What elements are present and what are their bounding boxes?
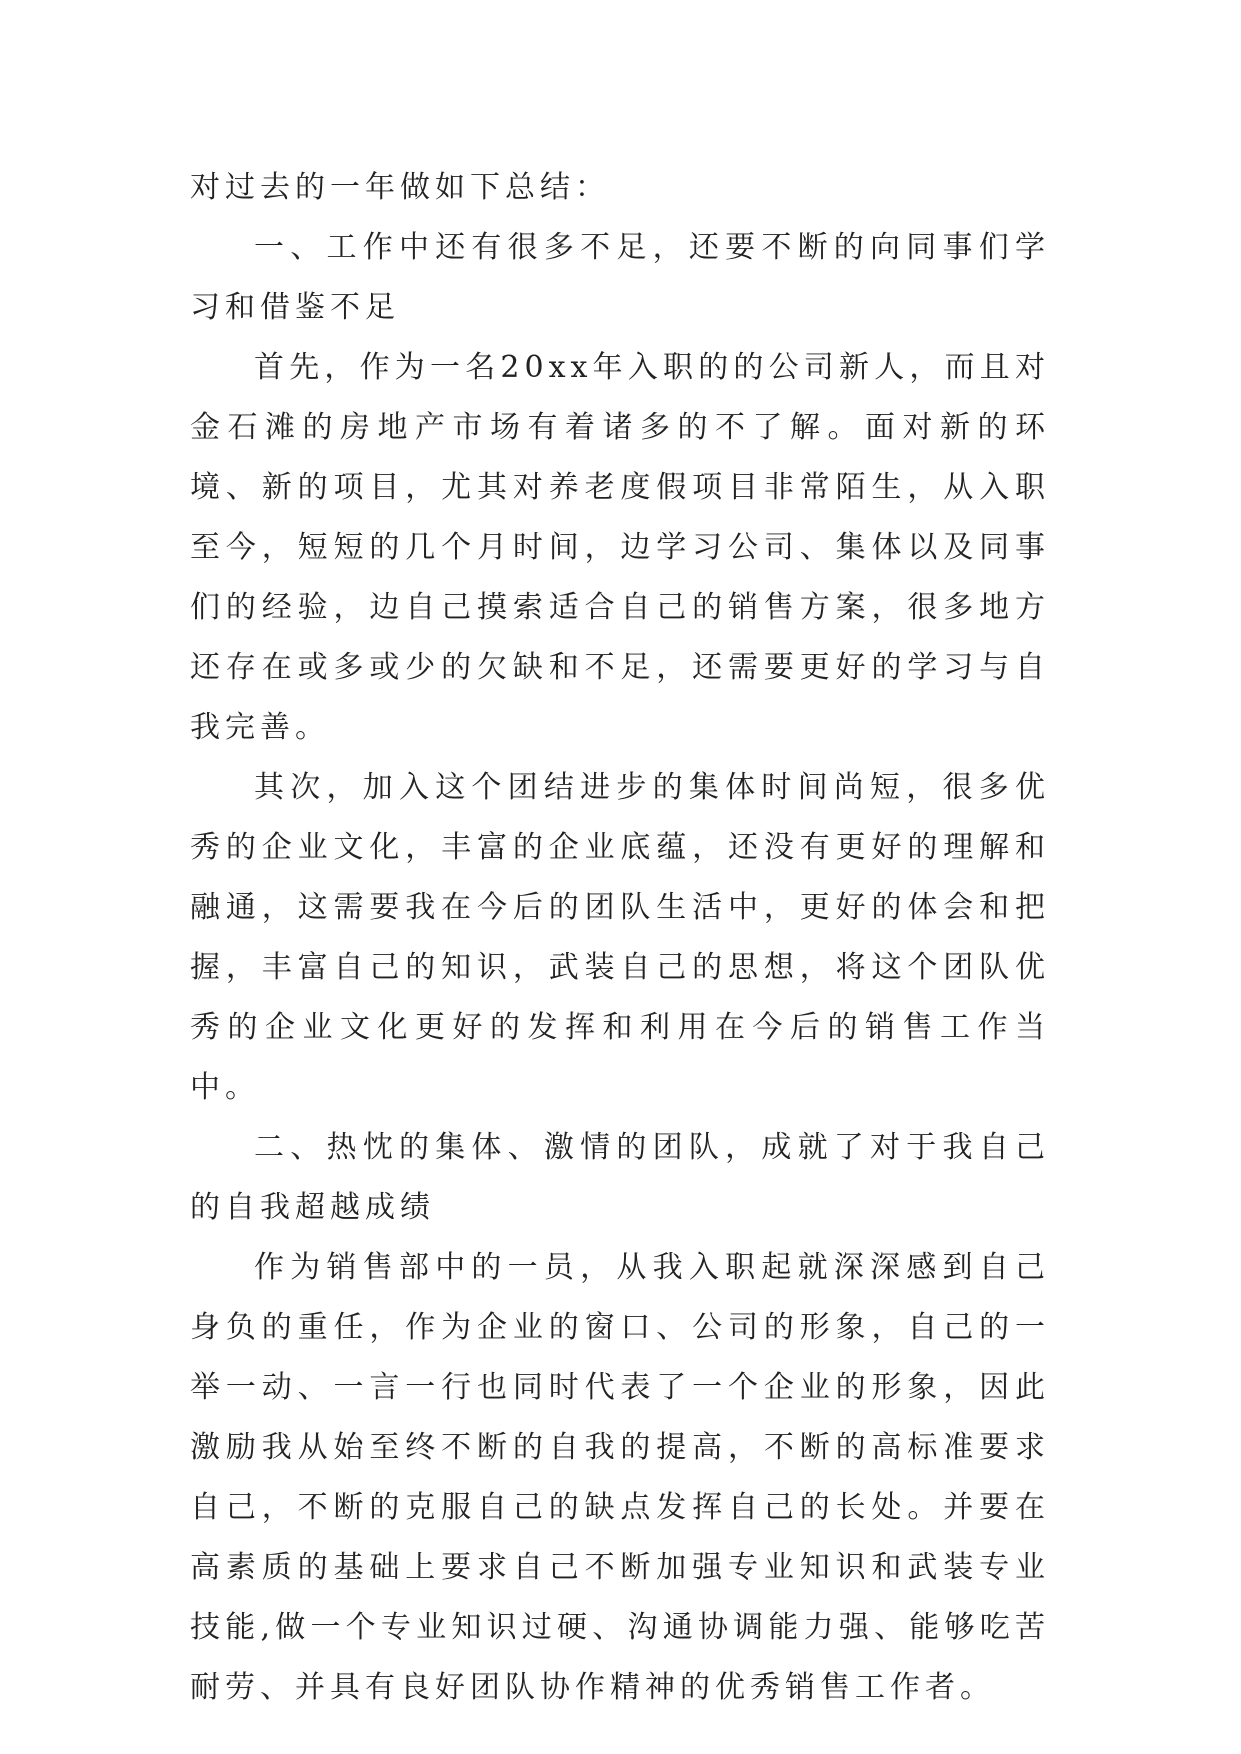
first-point-paragraph: 首先，作为一名20xx年入职的的公司新人，而且对金石滩的房地产市场有着诸多的不了解。面对新的环境、新的项目，尤其对养老度假项目非常陌生，从入职至今，短短的几个月时间，边学习公司、集体以及同事们的经验，边自己摸索适合自己的销售方案，很多地方还存在或多或少的欠缺和不足，还需要更好的学习与自我完善。 [190, 350, 1050, 745]
section-one-heading: 一、工作中还有很多不足，还要不断的向同事们学习和借鉴不足 [190, 230, 1050, 325]
sales-member-paragraph: 作为销售部中的一员，从我入职起就深深感到自己身负的重任，作为企业的窗口、公司的形象，自己的一举一动、一言一行也同时代表了一个企业的形象，因此激励我从始至终不断的自我的提高，不断的高标准要求自己，不断的克服自己的缺点发挥自己的长处。并要在高素质的基础上要求自己不断加强专业知识和武装专业技能,做一个专业知识过硬、沟通协调能力强、能够吃苦耐劳、并具有良好团队协作精神的优秀销售工作者。 [190, 1250, 1050, 1705]
second-point-paragraph: 其次，加入这个团结进步的集体时间尚短，很多优秀的企业文化，丰富的企业底蕴，还没有更好的理解和融通，这需要我在今后的团队生活中，更好的体会和把握，丰富自己的知识，武装自己的思想，将这个团队优秀的企业文化更好的发挥和利用在今后的销售工作当中。 [190, 770, 1050, 1105]
section-two-heading: 二、热忱的集体、激情的团队，成就了对于我自己的自我超越成绩 [190, 1130, 1050, 1225]
document-body [190, 158, 1050, 1718]
summary-intro-paragraph: 对过去的一年做如下总结： [190, 170, 610, 205]
